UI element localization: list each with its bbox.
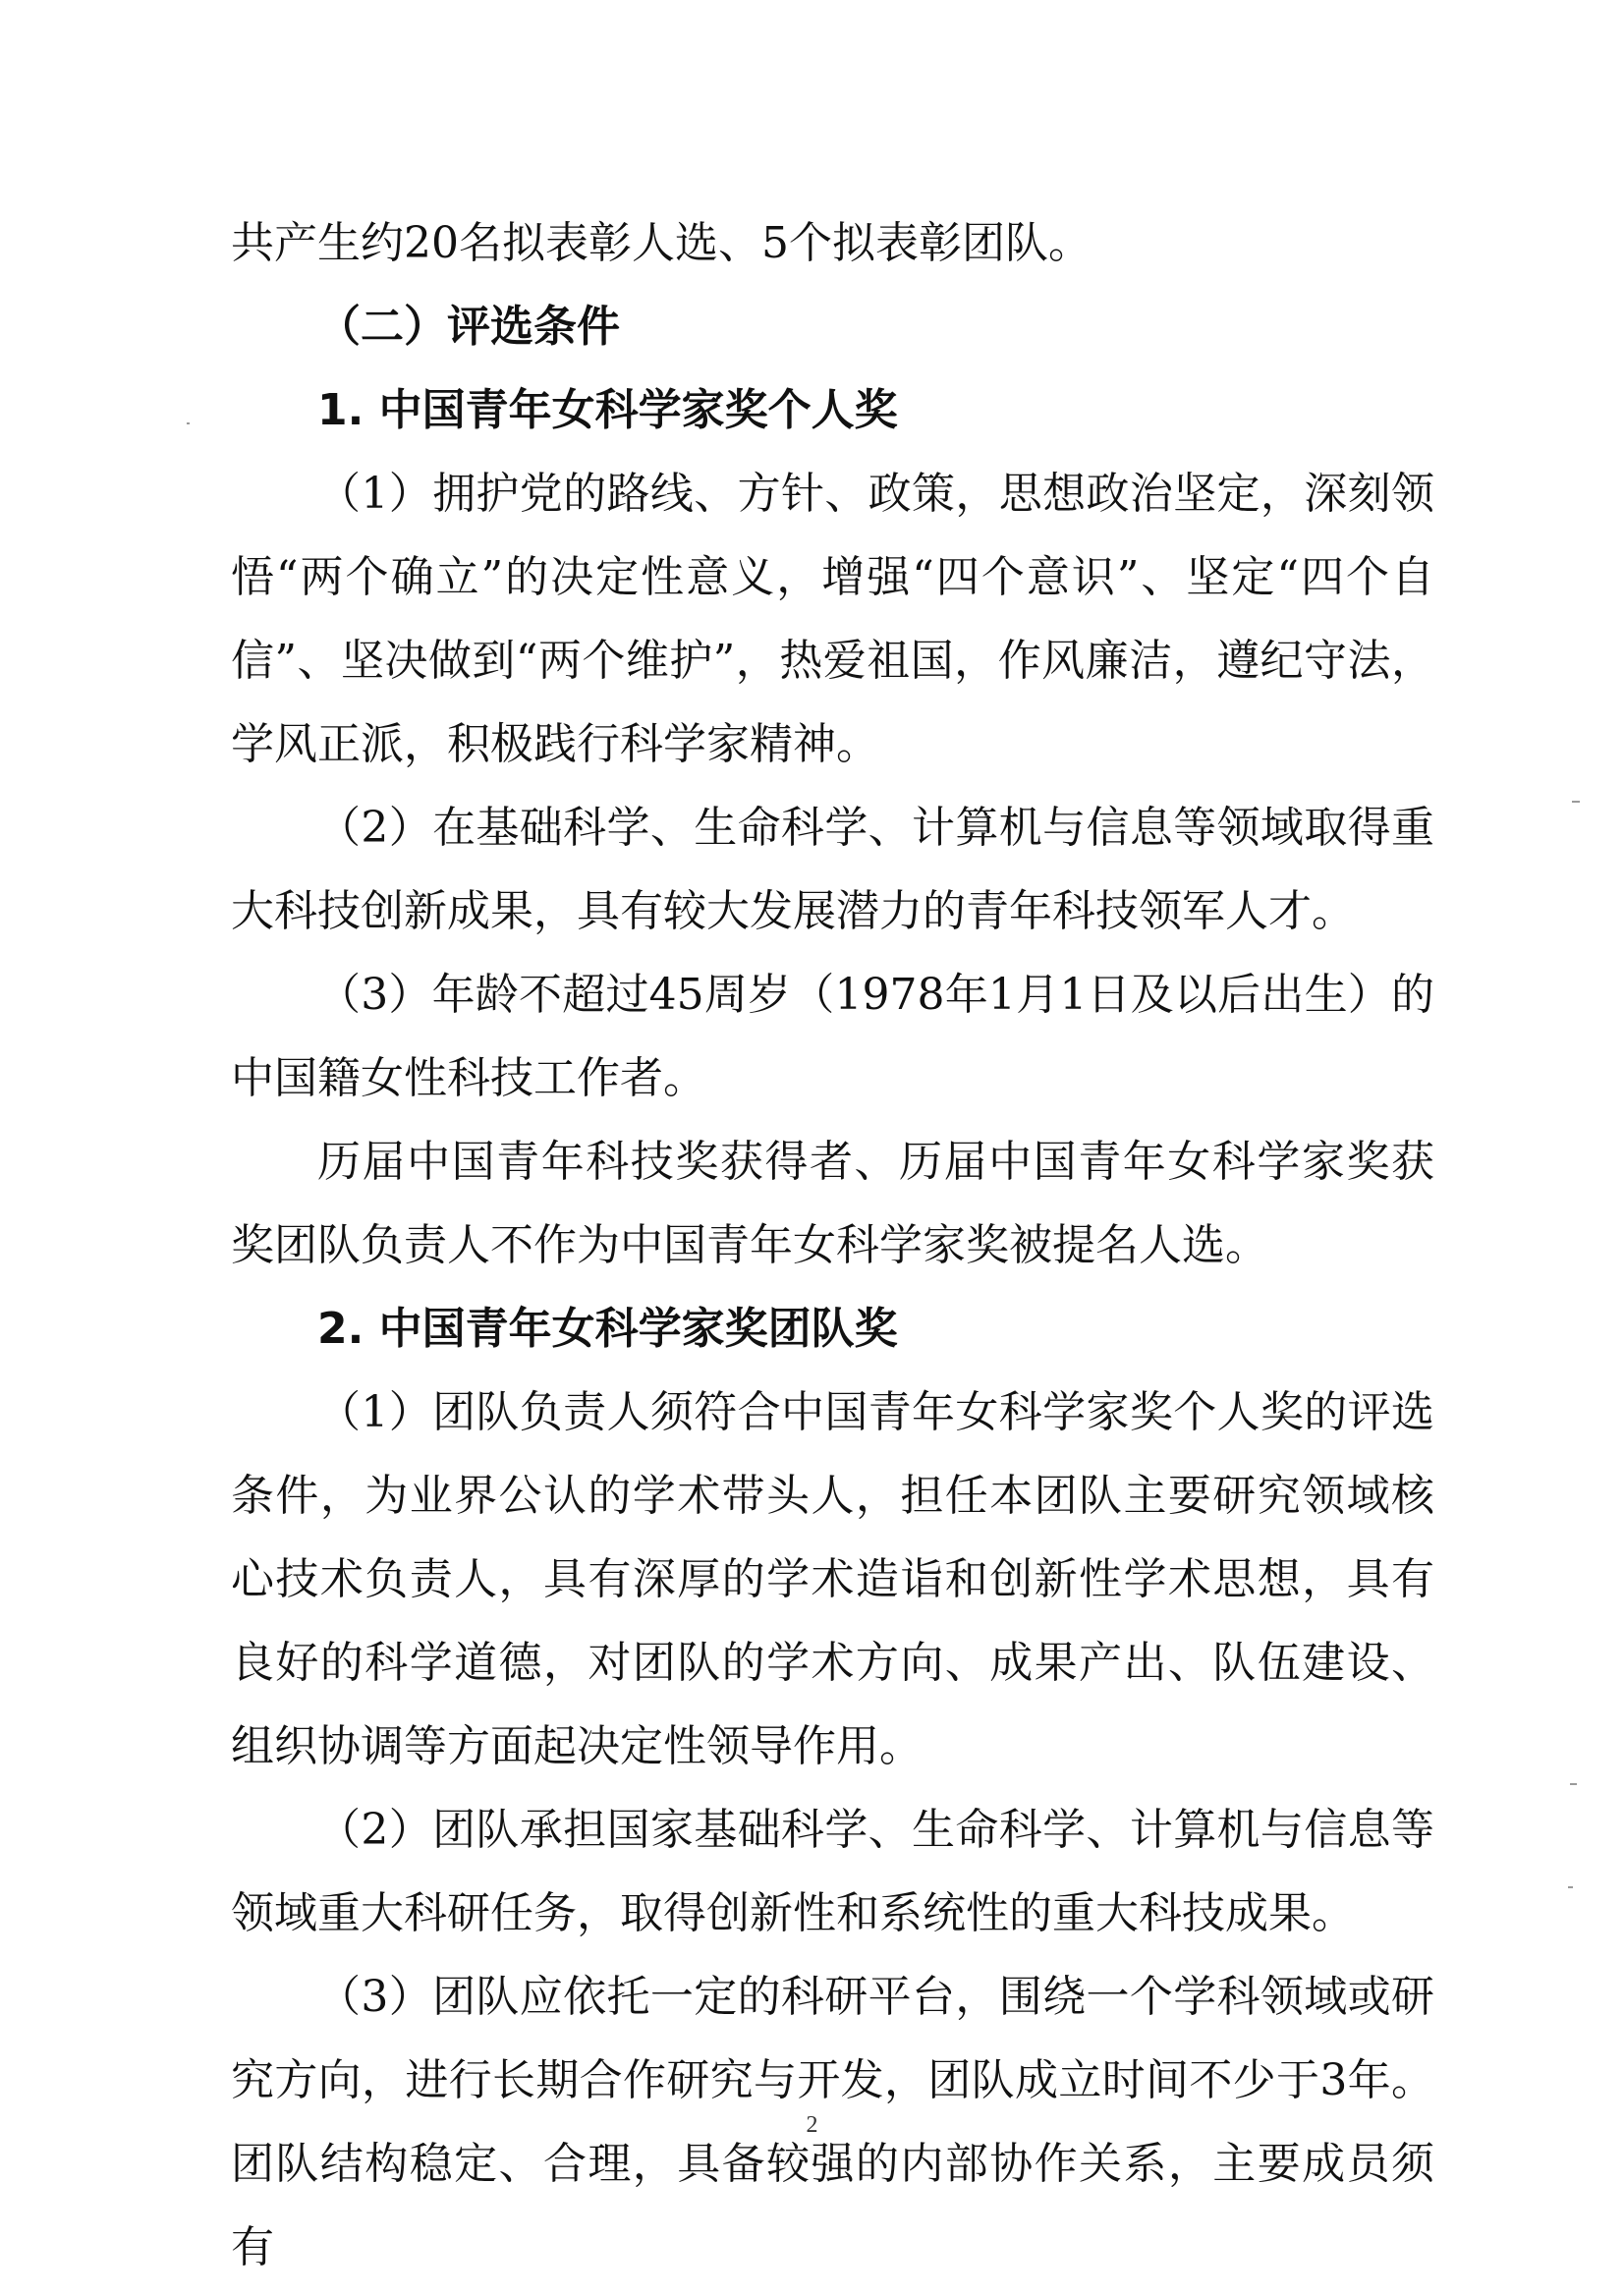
- subheading-team-award: 2. 中国青年女科学家奖团队奖: [317, 1304, 898, 1354]
- paragraph-individual-criterion-1: （1）拥护党的路线、方针、政策，思想政治坚定，深刻领悟“两个确立”的决定性意义，增强“四个意识”、坚定“四个自信”、坚决做到“两个维护”，热爱祖国，作风廉洁，遵纪守法，学风正派，积极践行科学家精神。: [231, 469, 1434, 769]
- paragraph-individual-criterion-2: （2）在基础科学、生命科学、计算机与信息等领域取得重大科技创新成果，具有较大发展潜力的青年科技领军人才。: [231, 803, 1434, 936]
- paragraph-continuation: 共产生约20名拟表彰人选、5个拟表彰团队。: [231, 218, 1092, 268]
- paragraph-team-criterion-2: （2）团队承担国家基础科学、生命科学、计算机与信息等领域重大科研任务，取得创新性和系统性的重大科技成果。: [231, 1805, 1434, 1938]
- scan-speck: [187, 422, 190, 424]
- scan-speck: [1568, 1886, 1573, 1888]
- scan-speck: [1572, 801, 1580, 803]
- document-body: [231, 201, 1434, 2289]
- paragraph-exclusion-note: 历届中国青年科技奖获得者、历届中国青年女科学家奖获奖团队负责人不作为中国青年女科学家奖被提名人选。: [231, 1137, 1434, 1270]
- paragraph-individual-criterion-3: （3）年龄不超过45周岁（1978年1月1日及以后出生）的中国籍女性科技工作者。: [231, 970, 1434, 1103]
- paragraph-team-criterion-1: （1）团队负责人须符合中国青年女科学家奖个人奖的评选条件，为业界公认的学术带头人，担任本团队主要研究领域核心技术负责人，具有深厚的学术造诣和创新性学术思想，具有良好的科学道德，对团队的学术方向、成果产出、队伍建设、组织协调等方面起决定性领导作用。: [231, 1387, 1434, 1771]
- scan-speck: [1570, 1783, 1577, 1785]
- paragraph-team-criterion-3: （3）团队应依托一定的科研平台，围绕一个学科领域或研究方向，进行长期合作研究与开发，团队成立时间不少于3年。团队结构稳定、合理，具备较强的内部协作关系，主要成员须有: [231, 1972, 1434, 2272]
- subheading-individual-award: 1. 中国青年女科学家奖个人奖: [317, 385, 898, 435]
- page-number: 2: [806, 2112, 818, 2138]
- section-heading-selection-criteria: （二）评选条件: [317, 302, 620, 352]
